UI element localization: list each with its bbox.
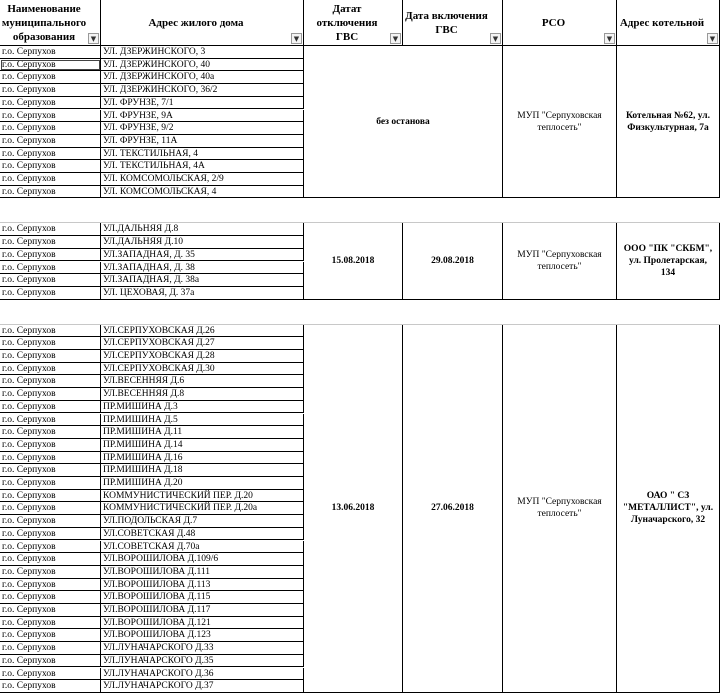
filter-dropdown-icon[interactable]: ▼ bbox=[390, 33, 401, 44]
column-header-label: РСО bbox=[541, 16, 566, 29]
column-header-shutdown-date[interactable] bbox=[304, 0, 403, 46]
boiler-address-cell[interactable]: ОАО " СЗ "МЕТАЛЛИСТ", ул. Луначарского, 32 bbox=[617, 325, 720, 693]
municipality-cell[interactable]: г.о. Серпухов bbox=[0, 490, 101, 503]
municipality-cell[interactable]: г.о. Серпухов bbox=[0, 439, 101, 452]
filter-dropdown-icon[interactable]: ▼ bbox=[88, 33, 99, 44]
address-cell[interactable]: ПР.МИШИНА Д.11 bbox=[101, 426, 304, 439]
shutdown-date-cell[interactable]: без останова bbox=[304, 46, 503, 198]
municipality-cell[interactable]: г.о. Серпухов bbox=[0, 426, 101, 439]
municipality-cell[interactable]: г.о. Серпухов bbox=[0, 84, 101, 97]
column-header-address[interactable] bbox=[101, 0, 304, 46]
address-cell[interactable]: КОММУНИСТИЧЕСКИЙ ПЕР. Д.20а bbox=[101, 502, 304, 515]
municipality-cell[interactable]: г.о. Серпухов bbox=[0, 135, 101, 148]
municipality-cell[interactable]: г.о. Серпухов bbox=[0, 363, 101, 376]
municipality-cell[interactable]: г.о. Серпухов bbox=[0, 236, 101, 249]
municipality-cell[interactable]: г.о. Серпухов bbox=[0, 528, 101, 541]
address-cell[interactable]: УЛ. КОМСОМОЛЬСКАЯ, 4 bbox=[101, 186, 304, 199]
address-cell[interactable]: УЛ.ЛУНАЧАРСКОГО Д.35 bbox=[101, 655, 304, 668]
column-header-rso[interactable] bbox=[503, 0, 617, 46]
spacer-row bbox=[0, 198, 720, 223]
address-cell[interactable]: УЛ. ФРУНЗЕ, 11А bbox=[101, 135, 304, 148]
municipality-cell[interactable]: г.о. Серпухов bbox=[0, 414, 101, 427]
municipality-cell[interactable]: г.о. Серпухов bbox=[0, 262, 101, 275]
address-cell[interactable]: УЛ. ДЗЕРЖИНСКОГО, 40 bbox=[101, 59, 304, 72]
address-cell[interactable]: УЛ.ВОРОШИЛОВА Д.117 bbox=[101, 604, 304, 617]
municipality-cell[interactable]: г.о. Серпухов bbox=[0, 274, 101, 287]
boiler-address-cell[interactable]: ООО "ПК "СКБМ", ул. Пролетарская, 134 bbox=[617, 223, 720, 299]
filter-dropdown-icon[interactable]: ▼ bbox=[707, 33, 718, 44]
address-cell[interactable]: ПР.МИШИНА Д.3 bbox=[101, 401, 304, 414]
address-cell[interactable]: УЛ.СЕРПУХОВСКАЯ Д.27 bbox=[101, 337, 304, 350]
rso-cell[interactable]: МУП "Серпуховская теплосеть" bbox=[503, 325, 617, 693]
address-cell[interactable]: УЛ.ЗАПАДНАЯ, Д. 38 bbox=[101, 262, 304, 275]
filter-dropdown-icon[interactable]: ▼ bbox=[490, 33, 501, 44]
address-cell[interactable]: УЛ.СОВЕТСКАЯ Д.48 bbox=[101, 528, 304, 541]
boiler-address-cell[interactable]: Котельная №62, ул. Физкультурная, 7а bbox=[617, 46, 720, 198]
address-cell[interactable]: УЛ.ЛУНАЧАРСКОГО Д.36 bbox=[101, 668, 304, 681]
municipality-cell[interactable]: г.о. Серпухов bbox=[0, 287, 101, 300]
municipality-cell[interactable]: г.о. Серпухов bbox=[0, 223, 101, 236]
restart-date-cell[interactable]: 29.08.2018 bbox=[403, 223, 503, 299]
column-header-label: Датат отключения ГВС bbox=[316, 2, 378, 43]
address-cell[interactable]: УЛ.ЛУНАЧАРСКОГО Д.33 bbox=[101, 642, 304, 655]
address-cell[interactable]: УЛ. ФРУНЗЕ, 7/1 bbox=[101, 97, 304, 110]
municipality-cell[interactable]: г.о. Серпухов bbox=[0, 680, 101, 693]
address-cell[interactable]: УЛ. ФРУНЗЕ, 9А bbox=[101, 110, 304, 123]
municipality-cell[interactable]: г.о. Серпухов bbox=[0, 46, 101, 59]
municipality-cell[interactable]: г.о. Серпухов bbox=[0, 148, 101, 161]
address-cell[interactable]: УЛ.ЛУНАЧАРСКОГО Д.37 bbox=[101, 680, 304, 693]
address-cell[interactable]: УЛ.ДАЛЬНЯЯ Д.8 bbox=[101, 223, 304, 236]
municipality-cell[interactable]: г.о. Серпухов bbox=[0, 173, 101, 186]
municipality-cell[interactable]: г.о. Серпухов bbox=[0, 591, 101, 604]
column-header-boiler-address[interactable] bbox=[617, 0, 720, 46]
address-cell[interactable]: УЛ.ВОРОШИЛОВА Д.111 bbox=[101, 566, 304, 579]
municipality-cell[interactable]: г.о. Серпухов bbox=[0, 186, 101, 199]
column-header-restart-date[interactable] bbox=[403, 0, 503, 46]
municipality-cell[interactable]: г.о. Серпухов bbox=[0, 604, 101, 617]
municipality-cell[interactable]: г.о. Серпухов bbox=[0, 388, 101, 401]
column-header-label: Наименование муниципального образования bbox=[1, 2, 87, 43]
shutdown-date-cell[interactable]: 13.06.2018 bbox=[304, 325, 403, 693]
municipality-cell[interactable]: г.о. Серпухов bbox=[0, 375, 101, 388]
address-cell[interactable]: УЛ. ДЗЕРЖИНСКОГО, 36/2 bbox=[101, 84, 304, 97]
municipality-cell[interactable]: г.о. Серпухов bbox=[0, 110, 101, 123]
address-cell[interactable]: КОММУНИСТИЧЕСКИЙ ПЕР. Д.20 bbox=[101, 490, 304, 503]
municipality-cell[interactable]: г.о. Серпухов bbox=[0, 515, 101, 528]
municipality-cell[interactable]: г.о. Серпухов bbox=[0, 160, 101, 173]
municipality-cell[interactable]: г.о. Серпухов bbox=[0, 464, 101, 477]
address-cell[interactable]: УЛ.ЗАПАДНАЯ, Д. 35 bbox=[101, 249, 304, 262]
address-cell[interactable]: УЛ.СЕРПУХОВСКАЯ Д.28 bbox=[101, 350, 304, 363]
address-cell[interactable]: УЛ.ВОРОШИЛОВА Д.121 bbox=[101, 617, 304, 630]
municipality-cell[interactable]: г.о. Серпухов bbox=[0, 655, 101, 668]
address-cell[interactable]: УЛ.ДАЛЬНЯЯ Д.10 bbox=[101, 236, 304, 249]
municipality-cell[interactable]: г.о. Серпухов bbox=[0, 59, 101, 72]
address-cell[interactable]: УЛ.ВОРОШИЛОВА Д.123 bbox=[101, 629, 304, 642]
address-cell[interactable]: УЛ.ВОРОШИЛОВА Д.109/6 bbox=[101, 553, 304, 566]
address-cell[interactable]: УЛ.ЗАПАДНАЯ, Д. 38а bbox=[101, 274, 304, 287]
municipality-cell[interactable]: г.о. Серпухов bbox=[0, 553, 101, 566]
spacer-row bbox=[0, 300, 720, 325]
column-header-label: Дата включения ГВС bbox=[405, 9, 488, 36]
municipality-cell[interactable]: г.о. Серпухов bbox=[0, 337, 101, 350]
address-cell[interactable]: ПР.МИШИНА Д.16 bbox=[101, 452, 304, 465]
rso-cell[interactable]: МУП "Серпуховская теплосеть" bbox=[503, 223, 617, 299]
shutdown-date-cell[interactable]: 15.08.2018 bbox=[304, 223, 403, 299]
municipality-cell[interactable]: г.о. Серпухов bbox=[0, 668, 101, 681]
address-cell[interactable]: УЛ. ДЗЕРЖИНСКОГО, 3 bbox=[101, 46, 304, 59]
filter-dropdown-icon[interactable]: ▼ bbox=[604, 33, 615, 44]
municipality-cell[interactable]: г.о. Серпухов bbox=[0, 541, 101, 554]
municipality-cell[interactable]: г.о. Серпухов bbox=[0, 401, 101, 414]
municipality-cell[interactable]: г.о. Серпухов bbox=[0, 97, 101, 110]
municipality-cell[interactable]: г.о. Серпухов bbox=[0, 122, 101, 135]
address-cell[interactable]: УЛ.ВОРОШИЛОВА Д.115 bbox=[101, 591, 304, 604]
municipality-cell[interactable]: г.о. Серпухов bbox=[0, 617, 101, 630]
municipality-cell[interactable]: г.о. Серпухов bbox=[0, 566, 101, 579]
municipality-cell[interactable]: г.о. Серпухов bbox=[0, 477, 101, 490]
address-cell[interactable]: ПР.МИШИНА Д.5 bbox=[101, 414, 304, 427]
address-cell[interactable]: УЛ.СЕРПУХОВСКАЯ Д.26 bbox=[101, 325, 304, 338]
municipality-cell[interactable]: г.о. Серпухов bbox=[0, 502, 101, 515]
address-cell[interactable]: ПР.МИШИНА Д.18 bbox=[101, 464, 304, 477]
address-cell[interactable]: УЛ.ПОДОЛЬСКАЯ Д.7 bbox=[101, 515, 304, 528]
address-cell[interactable]: УЛ.СОВЕТСКАЯ Д.70а bbox=[101, 541, 304, 554]
municipality-cell[interactable]: г.о. Серпухов bbox=[0, 249, 101, 262]
column-header-label: Адрес жилого дома bbox=[148, 16, 244, 29]
address-cell[interactable]: ПР.МИШИНА Д.20 bbox=[101, 477, 304, 490]
municipality-cell[interactable]: г.о. Серпухов bbox=[0, 642, 101, 655]
column-header-label: Адрес котельной bbox=[619, 16, 705, 29]
address-cell[interactable]: УЛ.ВОРОШИЛОВА Д.113 bbox=[101, 579, 304, 592]
rso-cell[interactable]: МУП "Серпуховская теплосеть" bbox=[503, 46, 617, 198]
filter-dropdown-icon[interactable]: ▼ bbox=[291, 33, 302, 44]
municipality-cell[interactable]: г.о. Серпухов bbox=[0, 71, 101, 84]
address-cell[interactable]: УЛ.ВЕСЕННЯЯ Д.8 bbox=[101, 388, 304, 401]
address-cell[interactable]: УЛ. ЦЕХОВАЯ, Д. 37а bbox=[101, 287, 304, 300]
restart-date-cell[interactable]: 27.06.2018 bbox=[403, 325, 503, 693]
address-cell[interactable]: УЛ. ДЗЕРЖИНСКОГО, 40а bbox=[101, 71, 304, 84]
municipality-cell[interactable]: г.о. Серпухов bbox=[0, 579, 101, 592]
address-cell[interactable]: УЛ. КОМСОМОЛЬСКАЯ, 2/9 bbox=[101, 173, 304, 186]
address-cell[interactable]: ПР.МИШИНА Д.14 bbox=[101, 439, 304, 452]
municipality-cell[interactable]: г.о. Серпухов bbox=[0, 325, 101, 338]
column-header-municipality[interactable] bbox=[0, 0, 101, 46]
address-cell[interactable]: УЛ. ТЕКСТИЛЬНАЯ, 4 bbox=[101, 148, 304, 161]
municipality-cell[interactable]: г.о. Серпухов bbox=[0, 629, 101, 642]
address-cell[interactable]: УЛ. ТЕКСТИЛЬНАЯ, 4А bbox=[101, 160, 304, 173]
address-cell[interactable]: УЛ. ФРУНЗЕ, 9/2 bbox=[101, 122, 304, 135]
address-cell[interactable]: УЛ.ВЕСЕННЯЯ Д.6 bbox=[101, 375, 304, 388]
address-cell[interactable]: УЛ.СЕРПУХОВСКАЯ Д.30 bbox=[101, 363, 304, 376]
municipality-cell[interactable]: г.о. Серпухов bbox=[0, 350, 101, 363]
municipality-cell[interactable]: г.о. Серпухов bbox=[0, 452, 101, 465]
